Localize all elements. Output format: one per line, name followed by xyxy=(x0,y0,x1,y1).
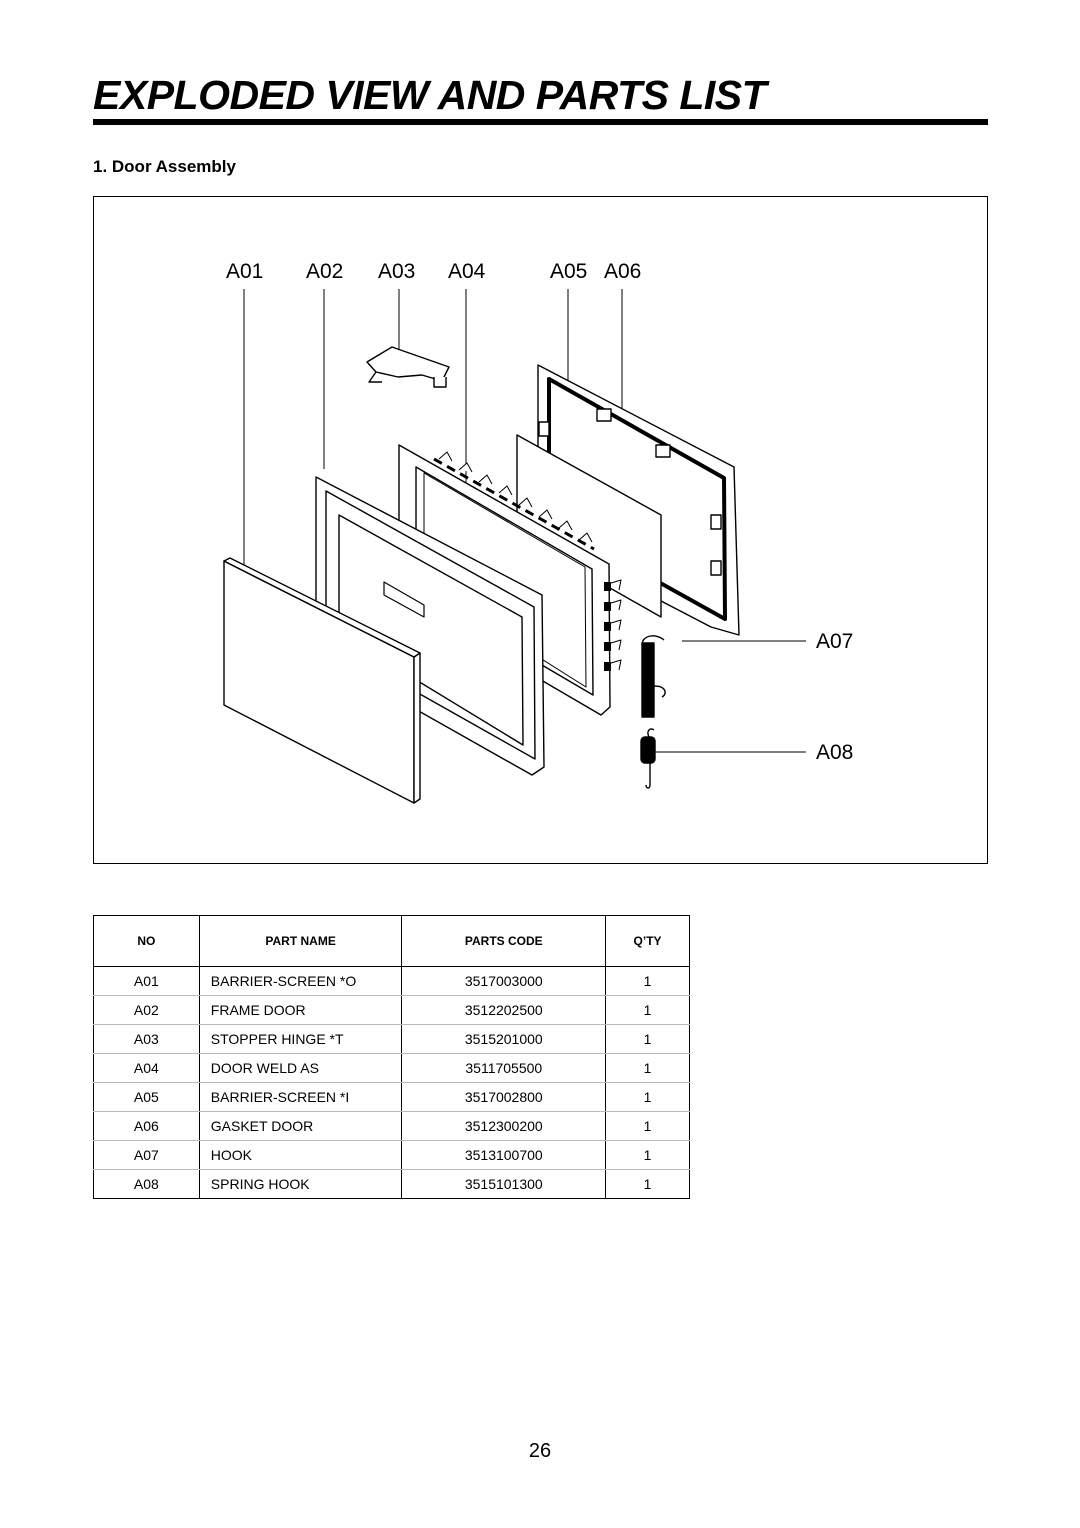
hook-part xyxy=(642,636,665,717)
cell-qty: 1 xyxy=(606,1054,690,1083)
cell-qty: 1 xyxy=(606,1141,690,1170)
callout-a04: A04 xyxy=(448,260,486,283)
title-underline xyxy=(93,119,988,125)
cell-qty: 1 xyxy=(606,996,690,1025)
cell-no: A07 xyxy=(94,1141,200,1170)
spring-hook-part xyxy=(641,729,655,788)
cell-no: A03 xyxy=(94,1025,200,1054)
column-header-part-name: PART NAME xyxy=(199,916,402,967)
cell-no: A06 xyxy=(94,1112,200,1141)
column-header-parts-code: PARTS CODE xyxy=(402,916,606,967)
exploded-view-diagram xyxy=(93,196,988,864)
callout-a01: A01 xyxy=(226,260,264,283)
cell-qty: 1 xyxy=(606,967,690,996)
section-heading: 1. Door Assembly xyxy=(93,157,236,176)
table-row xyxy=(94,967,690,996)
cell-parts-code: 3513100700 xyxy=(402,1141,606,1170)
cell-qty: 1 xyxy=(606,1170,690,1199)
table-row xyxy=(94,1083,690,1112)
table-header-row xyxy=(94,916,690,967)
cell-parts-code: 3517002800 xyxy=(402,1083,606,1112)
cell-parts-code: 3512202500 xyxy=(402,996,606,1025)
cell-parts-code: 3511705500 xyxy=(402,1054,606,1083)
cell-no: A04 xyxy=(94,1054,200,1083)
cell-part-name: DOOR WELD AS xyxy=(199,1054,402,1083)
cell-parts-code: 3517003000 xyxy=(402,967,606,996)
column-header-no: NO xyxy=(94,916,200,967)
table-row xyxy=(94,1141,690,1170)
table-row xyxy=(94,1025,690,1054)
cell-parts-code: 3515101300 xyxy=(402,1170,606,1199)
stopper-hinge-part xyxy=(367,347,449,387)
parts-table xyxy=(93,915,690,1199)
cell-part-name: BARRIER-SCREEN *I xyxy=(199,1083,402,1112)
cell-part-name: BARRIER-SCREEN *O xyxy=(199,967,402,996)
callout-a06: A06 xyxy=(604,260,642,283)
cell-part-name: GASKET DOOR xyxy=(199,1112,402,1141)
table-row xyxy=(94,996,690,1025)
cell-parts-code: 3515201000 xyxy=(402,1025,606,1054)
cell-no: A05 xyxy=(94,1083,200,1112)
page-title: EXPLODED VIEW AND PARTS LIST xyxy=(93,72,767,118)
cell-part-name: HOOK xyxy=(199,1141,402,1170)
callout-a07: A07 xyxy=(816,630,854,653)
cell-no: A02 xyxy=(94,996,200,1025)
table-row xyxy=(94,1170,690,1199)
cell-no: A08 xyxy=(94,1170,200,1199)
cell-part-name: FRAME DOOR xyxy=(199,996,402,1025)
callout-a05: A05 xyxy=(550,260,588,283)
table-row xyxy=(94,1112,690,1141)
table-row xyxy=(94,1054,690,1083)
cell-qty: 1 xyxy=(606,1083,690,1112)
column-header-qty: Q’TY xyxy=(606,916,690,967)
cell-qty: 1 xyxy=(606,1025,690,1054)
cell-parts-code: 3512300200 xyxy=(402,1112,606,1141)
callout-a02: A02 xyxy=(306,260,344,283)
callout-a08: A08 xyxy=(816,741,854,764)
cell-part-name: SPRING HOOK xyxy=(199,1170,402,1199)
cell-part-name: STOPPER HINGE *T xyxy=(199,1025,402,1054)
callout-a03: A03 xyxy=(378,260,416,283)
page-number: 26 xyxy=(528,1440,552,1462)
cell-no: A01 xyxy=(94,967,200,996)
cell-qty: 1 xyxy=(606,1112,690,1141)
